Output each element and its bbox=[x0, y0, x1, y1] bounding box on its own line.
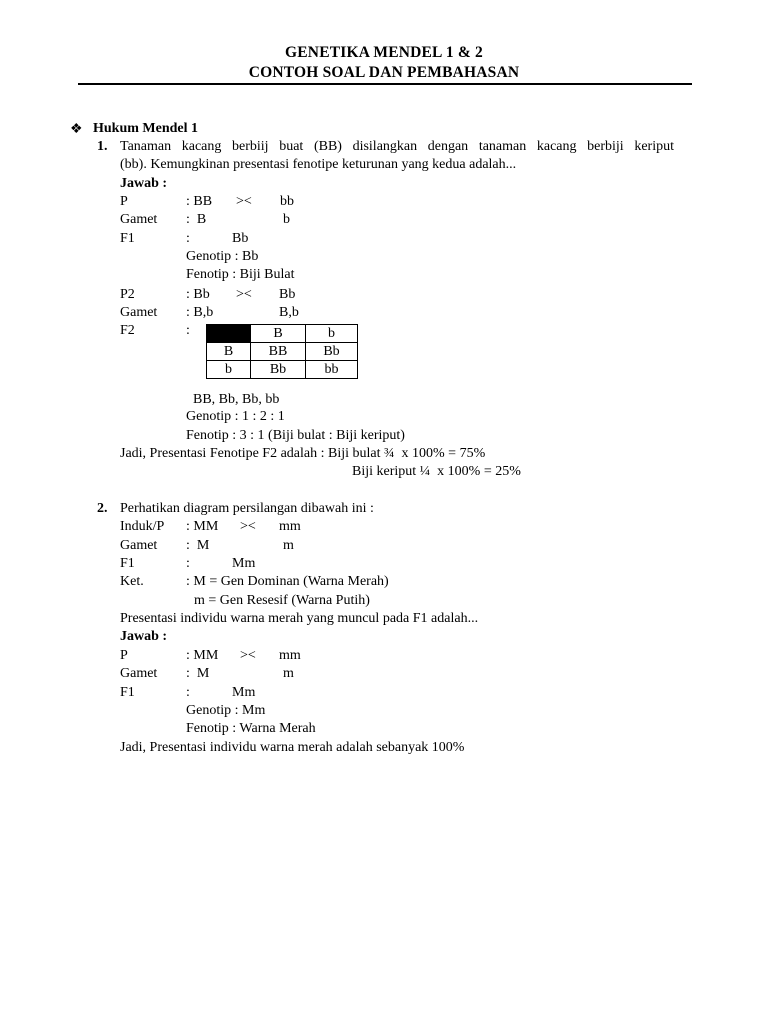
q1-row2-label: F2 bbox=[120, 323, 135, 338]
q2-ket-label: Ket. bbox=[120, 574, 144, 589]
punnett-cell: Bb bbox=[306, 343, 358, 361]
q2-row-label: F1 bbox=[120, 556, 135, 571]
q1-fenotip-f1: Fenotip : Biji Bulat bbox=[186, 267, 295, 282]
q1-row-col2: Bb bbox=[232, 231, 249, 246]
q1-row2-col1: : bbox=[186, 323, 190, 338]
q2-answer-col3: mm bbox=[279, 648, 301, 663]
punnett-row bbox=[207, 361, 358, 379]
document-subtitle: CONTOH SOAL DAN PEMBAHASAN bbox=[248, 64, 520, 81]
q2-answer-col2: Mm bbox=[232, 685, 256, 700]
punnett-header-cell: B bbox=[251, 325, 306, 343]
q1-conclusion-keriput: Biji keriput ¼ x 100% = 25% bbox=[352, 464, 521, 479]
q1-row-col3: bb bbox=[280, 194, 294, 209]
punnett-cell: bb bbox=[306, 361, 358, 379]
punnett-row-header: b bbox=[207, 361, 251, 379]
q2-answer-col3: m bbox=[283, 666, 294, 681]
q2-fenotip: Fenotip : Warna Merah bbox=[186, 721, 316, 736]
q2-row-col1: : MM bbox=[186, 519, 219, 534]
q1-conclusion: Jadi, Presentasi Fenotipe F2 adalah : Biji bulat ¾ x 100% = 75% bbox=[120, 446, 486, 461]
punnett-square bbox=[206, 324, 358, 379]
q1-row-col1: : BB bbox=[186, 194, 213, 209]
q2-row-col1: : bbox=[186, 556, 190, 571]
q1-row2-col3: B,b bbox=[279, 305, 299, 320]
punnett-header-row bbox=[207, 325, 358, 343]
diamond-bullet-icon: ❖ bbox=[70, 122, 83, 137]
q1-row-label: Gamet bbox=[120, 212, 158, 227]
q2-question: Presentasi individu warna merah yang muncul pada F1 adalah... bbox=[120, 611, 479, 626]
q1-jawab: Jawab : bbox=[120, 176, 168, 191]
q1-row-col2: >< bbox=[236, 194, 252, 209]
q2-answer-label: P bbox=[120, 648, 128, 663]
q1-row2-col2: >< bbox=[236, 287, 252, 302]
document-title: GENETIKA MENDEL 1 & 2 bbox=[285, 44, 483, 61]
section-heading: Hukum Mendel 1 bbox=[93, 121, 199, 136]
q1-row2-label: P2 bbox=[120, 287, 135, 302]
q1-genotip-f1: Genotip : Bb bbox=[186, 249, 259, 264]
q2-ket-dominan: : M = Gen Dominan (Warna Merah) bbox=[186, 574, 389, 589]
q2-conclusion: Jadi, Presentasi individu warna merah adalah sebanyak 100% bbox=[120, 740, 465, 755]
q2-answer-label: Gamet bbox=[120, 666, 158, 681]
punnett-row-header: B bbox=[207, 343, 251, 361]
q2-intro: Perhatikan diagram persilangan dibawah ini : bbox=[120, 501, 374, 516]
q1-genotip-f2: Genotip : 1 : 2 : 1 bbox=[186, 409, 285, 424]
q1-row-col1: : bbox=[186, 231, 190, 246]
q2-jawab: Jawab : bbox=[120, 629, 168, 644]
q1-row2-col3: Bb bbox=[279, 287, 296, 302]
q1-fenotip-f2: Fenotip : 3 : 1 (Biji bulat : Biji keriput) bbox=[186, 428, 405, 443]
q1-text-line1: Tanaman kacang berbiij buat (BB) disilangkan dengan tanaman kacang berbiji keriput bbox=[120, 139, 674, 154]
q2-row-col3: m bbox=[283, 538, 294, 553]
q2-row-col3: mm bbox=[279, 519, 301, 534]
q2-row-label: Induk/P bbox=[120, 519, 165, 534]
q1-row2-label: Gamet bbox=[120, 305, 158, 320]
q2-number: 2. bbox=[97, 501, 108, 516]
q2-answer-col1: : M bbox=[186, 666, 210, 681]
q1-row2-col1: : B,b bbox=[186, 305, 214, 320]
punnett-cell: Bb bbox=[251, 361, 306, 379]
q2-row-col2: Mm bbox=[232, 556, 256, 571]
q2-answer-col2: >< bbox=[240, 648, 256, 663]
q1-number: 1. bbox=[97, 139, 108, 154]
q2-genotip: Genotip : Mm bbox=[186, 703, 266, 718]
q2-row-col1: : M bbox=[186, 538, 210, 553]
q2-answer-col1: : bbox=[186, 685, 190, 700]
punnett-corner-cell bbox=[207, 325, 251, 343]
q1-row-label: F1 bbox=[120, 231, 135, 246]
q1-row-col1: : B bbox=[186, 212, 207, 227]
q2-answer-label: F1 bbox=[120, 685, 135, 700]
q1-text-line2: (bb). Kemungkinan presentasi fenotipe keturunan yang kedua adalah... bbox=[120, 157, 517, 172]
q1-result-list: BB, Bb, Bb, bb bbox=[193, 392, 280, 407]
q2-row-col2: >< bbox=[240, 519, 256, 534]
punnett-header-cell: b bbox=[306, 325, 358, 343]
q1-row-col3: b bbox=[283, 212, 290, 227]
q2-row-label: Gamet bbox=[120, 538, 158, 553]
punnett-cell: BB bbox=[251, 343, 306, 361]
title-rule bbox=[78, 83, 692, 85]
q2-ket-resesif: m = Gen Resesif (Warna Putih) bbox=[194, 593, 370, 608]
q2-answer-col1: : MM bbox=[186, 648, 219, 663]
q1-row-label: P bbox=[120, 194, 128, 209]
punnett-row bbox=[207, 343, 358, 361]
q1-row2-col1: : Bb bbox=[186, 287, 210, 302]
